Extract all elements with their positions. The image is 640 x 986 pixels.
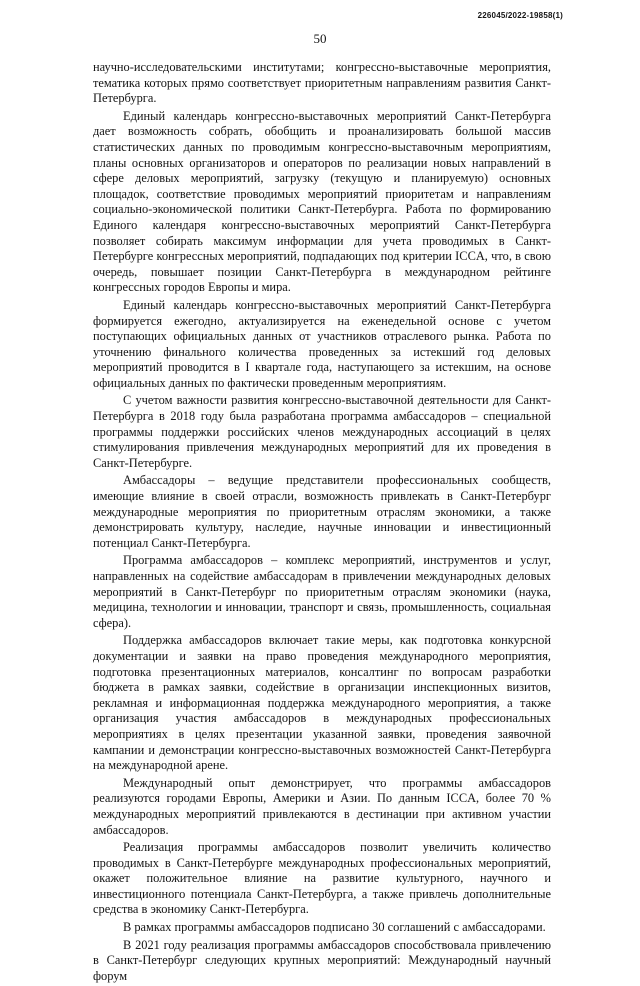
paragraph: Единый календарь конгрессно-выставочных мероприятий Санкт-Петербурга дает возможность собрать, обобщить и проанализировать большой массив статистических данных по проводимым конгрессно-выставочным мероприятиям, планы основных организаторов и операторов по реализации новых направлений в сфере деловых мероприятий, загрузку (текущую и планируемую) основных площадок, соответствие проводимых мероприятий приоритетам и направлениям социально-экономической политики Санкт-Петербурга. Работа по формированию Единого календаря конгрессно-выставочных мероприятий Санкт-Петербурга позволяет собирать максимум информации для учета проводимых в Санкт-Петербурге конгрессных мероприятий, подпадающих под критерии ICCA, что, в свою очередь, повышает позиции Санкт-Петербурга в международном рейтинге конгрессных городов Европы и мира.: [93, 108, 551, 295]
paragraph: научно-исследовательскими институтами; конгрессно-выставочные мероприятия, тематика которых прямо соответствует приоритетным направлениям развития Санкт-Петербурга.: [93, 60, 551, 106]
paragraph: Международный опыт демонстрирует, что программы амбассадоров реализуются городами Европы, Америки и Азии. По данным ICCA, более 70 % международных мероприятий привлекаются в дестинации при активном участии амбассадоров.: [93, 775, 551, 837]
paragraph: Единый календарь конгрессно-выставочных мероприятий Санкт-Петербурга формируется ежегодно, актуализируется на еженедельной основе с учетом поступающих официальных данных от участников отраслевого рынка. Работа по уточнению финального количества проведенных за истекший год деловых мероприятий проводится в I квартале года, наступающего за истекшим, на основе официальных данных по фактически проведенным мероприятиям.: [93, 297, 551, 390]
paragraph: Амбассадоры – ведущие представители профессиональных сообществ, имеющие влияние в своей отрасли, возможность привлекать в Санкт-Петербург международные мероприятия по приоритетным отраслям экономики, а также демонстрировать культуру, наследие, научные инновации и инвестиционный потенциал Санкт-Петербурга.: [93, 473, 551, 550]
paragraph: В рамках программы амбассадоров подписано 30 соглашений с амбассадорами.: [123, 920, 546, 935]
document-body: [93, 60, 551, 986]
paragraph: Поддержка амбассадоров включает такие меры, как подготовка конкурсной документации и заявки на право проведения международного мероприятия, подготовка презентационных материалов, консалтинг по вопросам разработки бюджета в рамках заявки, содействие в организации инспекционных визитов, рекламная и информационная поддержка международного мероприятия, а также организация участия амбассадоров в международных профессиональных мероприятиях в целях презентации указанной заявки, проведения заявочной кампании и демонстрации конгрессно-выставочных возможностей Санкт-Петербурга на международной арене.: [93, 633, 551, 773]
paragraph: В 2021 году реализация программы амбассадоров способствовала привлечению в Санкт-Петербург следующих крупных мероприятий: Международный научный форум: [93, 937, 551, 983]
paragraph: С учетом важности развития конгрессно-выставочной деятельности для Санкт-Петербурга в 2018 году была разработана программа амбассадоров – специальной программы поддержки российских членов международных ассоциаций в целях стимулирования привлечения международных мероприятий для их проведения в Санкт-Петербурге.: [93, 393, 551, 470]
paragraph: Реализация программы амбассадоров позволит увеличить количество проводимых в Санкт-Петербурге международных профессиональных мероприятий, окажет положительное влияние на развитие культурного, научного и инвестиционного потенциала Санкт-Петербурга, а также привлечь дополнительные средства в экономику Санкт-Петербурга.: [93, 840, 551, 917]
document-id: 226045/2022-19858(1): [477, 11, 563, 20]
page-number: 50: [313, 31, 327, 46]
paragraph: Программа амбассадоров – комплекс мероприятий, инструментов и услуг, направленных на содействие амбассадорам в привлечении международных деловых мероприятий в Санкт-Петербург по приоритетным отраслям экономики (наука, медицина, технологии и инновации, транспорт и связь, промышленность, социальная сфера).: [93, 553, 551, 630]
